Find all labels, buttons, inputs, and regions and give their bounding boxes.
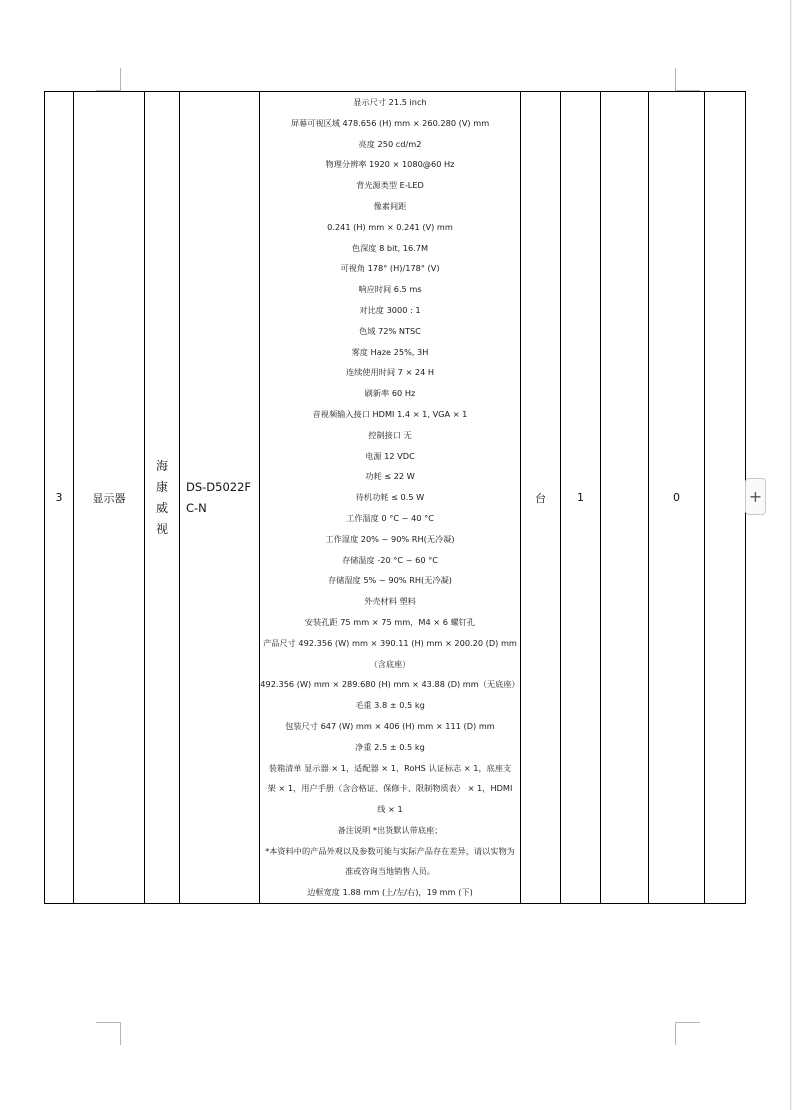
spec-line: 音视频输入接口 HDMI 1.4 × 1, VGA × 1 (312, 408, 468, 419)
unit-cell: 台 (521, 92, 561, 904)
spec-line: 色域 72% NTSC (359, 325, 421, 336)
price-cell (601, 92, 649, 904)
spec-line: 屏幕可视区域 478.656 (H) mm × 260.280 (V) mm (290, 117, 490, 128)
quantity-cell: 1 (561, 92, 601, 904)
spec-line: 边框宽度 1.88 mm (上/左/右)，19 mm (下) (307, 887, 473, 898)
spec-list (260, 92, 521, 904)
spec-line: 亮度 250 cd/m2 (358, 138, 422, 149)
spec-line: 安装孔距 75 mm × 75 mm，M4 × 6 螺钉孔 (304, 616, 476, 627)
spec-line: 电源 12 VDC (365, 450, 415, 461)
spec-line: 存储湿度 5% ~ 90% RH(无冷凝) (327, 575, 452, 586)
plus-icon: + (748, 487, 763, 506)
spec-line: （含底座） (369, 658, 411, 669)
spec-line: 显示尺寸 21.5 inch (353, 97, 427, 107)
spec-line: 产品尺寸 492.356 (W) mm × 390.11 (H) mm × 200.20 (D) mm (263, 637, 517, 648)
spec-line: 架 × 1，用户手册（含合格证、保修卡、限制物质表） × 1，HDMI (267, 783, 513, 794)
spec-line: 像素间距 (373, 200, 407, 211)
crop-mark-bottom-left (96, 1022, 121, 1045)
add-button[interactable] (745, 478, 766, 515)
last-cell (705, 92, 746, 904)
spec-lines (260, 92, 520, 903)
spec-line: 毛重 3.8 ± 0.5 kg (355, 700, 425, 711)
spec-table (44, 91, 746, 904)
spec-line: 存储温度 -20 °C ~ 60 °C (341, 554, 439, 565)
spec-line: 刷新率 60 Hz (364, 388, 416, 399)
spec-line: 功耗 ≤ 22 W (365, 471, 415, 482)
spec-line: 可视角 178° (H)/178° (V) (340, 263, 440, 274)
spec-line: 物理分辨率 1920 × 1080@60 Hz (325, 159, 455, 170)
total-cell: 0 (649, 92, 705, 904)
spec-line: 工作湿度 20% ~ 90% RH(无冷凝) (325, 533, 455, 544)
spec-line: 净重 2.5 ± 0.5 kg (355, 741, 425, 752)
spec-line: 0.241 (H) mm × 0.241 (V) mm (327, 221, 453, 232)
spec-line: 备注说明 *出货默认带底座； (337, 824, 443, 835)
crop-mark-top-left (96, 68, 121, 91)
crop-mark-bottom-right (675, 1022, 700, 1045)
model-number: DS-D5022FC-N (180, 92, 260, 904)
spec-line: 装箱清单 显示器 × 1，适配器 × 1，RoHS 认证标志 × 1，底座支 (268, 762, 512, 773)
spec-line: 色深度 8 bit, 16.7M (351, 242, 429, 253)
crop-mark-top-right (675, 68, 700, 91)
brand-name: 海康威视 (155, 458, 168, 536)
spec-line: 待机功耗 ≤ 0.5 W (355, 492, 425, 503)
spec-line: 工作温度 0 °C ~ 40 °C (346, 512, 434, 523)
product-name: 显示器 (74, 92, 145, 904)
spec-line: 对比度 3000 : 1 (359, 304, 421, 315)
spec-line: 控制接口 无 (368, 429, 412, 440)
spec-line: 外壳材料 塑料 (364, 596, 416, 607)
spec-line: 背光源类型 E-LED (356, 180, 424, 191)
spec-line: 线 × 1 (377, 804, 403, 815)
spec-line: 响应时间 6.5 ms (358, 284, 422, 295)
spec-line: 准或咨询当地销售人员。 (344, 866, 436, 877)
spec-line: 雾度 Haze 25%, 3H (351, 346, 429, 357)
brand-cell (145, 92, 180, 904)
spec-line: *本资料中的产品外观以及参数可能与实际产品存在差异，请以实物为 (265, 845, 515, 856)
row-index: 3 (45, 92, 74, 904)
spec-line: 连续使用时间 7 × 24 H (345, 367, 435, 378)
spec-line: 492.356 (W) mm × 289.680 (H) mm × 43.88 (D) mm（无底座） (260, 679, 520, 690)
table-row (45, 92, 746, 904)
spec-line: 包装尺寸 647 (W) mm × 406 (H) mm × 111 (D) mm (285, 720, 495, 731)
